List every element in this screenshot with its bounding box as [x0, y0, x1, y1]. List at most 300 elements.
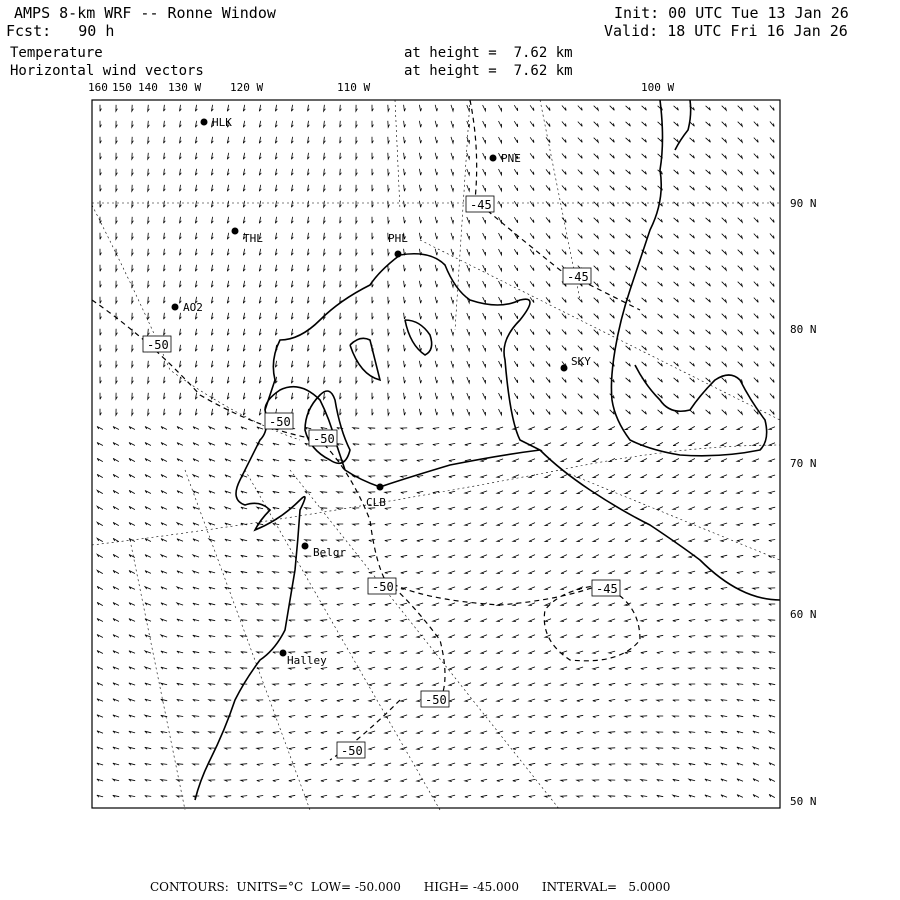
wind-vector	[481, 443, 487, 446]
wind-vector	[562, 346, 566, 351]
wind-vector	[259, 169, 261, 175]
wind-vector	[514, 345, 517, 351]
wind-vector	[721, 620, 727, 622]
wind-vector	[193, 619, 199, 621]
wind-vector	[211, 345, 213, 351]
init-time: Init: 00 UTC Tue 13 Jan 26	[614, 4, 849, 22]
wind-vector	[177, 427, 183, 430]
wind-vector	[674, 186, 679, 190]
wind-vector	[706, 346, 711, 350]
wind-vector	[593, 667, 599, 670]
wind-vector	[593, 475, 599, 478]
wind-vector	[132, 105, 134, 111]
wind-vector	[769, 636, 775, 638]
svg-text:Belgr: Belgr	[313, 546, 347, 559]
wind-vector	[705, 475, 711, 478]
wind-vector	[129, 443, 135, 446]
wind-vector	[673, 764, 679, 766]
wind-vector	[161, 523, 167, 526]
wind-vector	[499, 169, 502, 175]
wind-vector	[340, 201, 342, 207]
wind-vector	[97, 651, 103, 654]
wind-vector	[241, 507, 247, 509]
wind-vector	[530, 201, 534, 206]
wind-vector	[273, 572, 279, 574]
wind-vector	[435, 329, 437, 335]
wind-vector	[305, 779, 311, 781]
wind-vector	[625, 716, 631, 718]
wind-vector	[340, 313, 342, 319]
wind-vector	[529, 796, 535, 798]
wind-vector	[481, 795, 487, 797]
wind-vector	[467, 361, 470, 367]
wind-vector	[435, 345, 437, 351]
wind-vector	[499, 361, 502, 367]
wind-vector	[705, 731, 711, 733]
wind-vector	[257, 604, 263, 606]
wind-vector	[609, 635, 615, 638]
wind-vector	[514, 217, 517, 223]
wind-vector	[337, 763, 343, 766]
wind-vector	[753, 427, 759, 430]
wind-vector	[657, 716, 663, 717]
wind-vector	[657, 651, 663, 653]
wind-vector	[593, 619, 599, 622]
wind-vector	[211, 265, 213, 271]
wind-vector	[546, 233, 550, 238]
wind-vector	[321, 636, 327, 638]
wind-vector	[324, 361, 326, 367]
wind-vector	[658, 410, 663, 414]
wind-vector	[706, 362, 711, 366]
wind-vector	[626, 330, 631, 334]
svg-text:-50: -50	[269, 415, 291, 429]
wind-vector	[211, 393, 213, 399]
wind-vector	[97, 795, 103, 797]
wind-vector	[356, 121, 358, 127]
wind-vector	[177, 507, 183, 510]
wind-vector	[481, 763, 487, 766]
wind-vector	[100, 329, 101, 336]
wind-vector	[372, 153, 373, 159]
wind-vector	[129, 506, 135, 509]
wind-vector	[593, 539, 599, 542]
wind-vector	[529, 427, 535, 430]
wind-vector	[113, 795, 119, 797]
wind-vector	[451, 201, 454, 207]
latitude-labels	[790, 197, 817, 808]
wind-vector	[180, 249, 182, 255]
wind-vector	[145, 523, 151, 526]
wind-vector	[433, 731, 439, 734]
wind-vector	[546, 105, 550, 110]
wind-vector	[561, 427, 567, 430]
wind-vector	[369, 492, 375, 494]
wind-vector	[113, 603, 119, 606]
wind-vector	[337, 779, 343, 782]
height-label-1: at height = 7.62 km	[404, 45, 573, 61]
wind-vector	[324, 265, 326, 271]
wind-vector	[609, 716, 615, 718]
wind-vector	[291, 233, 293, 239]
wind-vector	[626, 410, 631, 414]
wind-vector	[610, 266, 615, 271]
wind-vector	[100, 137, 101, 144]
wind-vector	[497, 459, 503, 462]
wind-vector	[337, 795, 343, 798]
wind-vector	[209, 571, 215, 573]
wind-vector	[722, 122, 727, 127]
wind-vector	[113, 474, 119, 477]
wind-vector	[689, 732, 695, 734]
wind-vector	[753, 539, 759, 541]
wind-vector	[113, 490, 119, 493]
wind-vector	[195, 329, 197, 335]
station-ao2	[172, 301, 203, 314]
wind-vector	[435, 105, 437, 111]
wind-vector	[369, 715, 375, 718]
wind-vector	[257, 620, 263, 622]
wind-vector	[100, 297, 101, 304]
wind-vector	[417, 555, 423, 557]
wind-vector	[435, 217, 437, 223]
wind-vector	[625, 732, 631, 734]
wind-vector	[513, 619, 519, 622]
wind-vector	[195, 377, 197, 383]
wind-vector	[180, 329, 182, 335]
wind-vector	[722, 186, 727, 191]
wind-vector	[499, 105, 502, 111]
wind-vector	[769, 540, 775, 542]
wind-vector	[241, 491, 247, 493]
wind-vector	[148, 297, 150, 303]
wind-vector	[449, 635, 455, 638]
svg-text:CLB: CLB	[366, 496, 386, 509]
wind-vector	[353, 428, 359, 430]
wind-vector	[401, 667, 407, 670]
wind-vector	[467, 217, 470, 223]
wind-vector	[449, 555, 455, 558]
wind-vector	[690, 170, 695, 174]
wind-vector	[180, 217, 182, 223]
wind-vector	[754, 266, 758, 271]
wind-vector	[419, 297, 421, 303]
wind-vector	[673, 507, 679, 510]
wind-vector	[689, 636, 695, 638]
wind-vector	[641, 539, 647, 542]
wind-vector	[610, 282, 615, 287]
wind-vector	[674, 218, 679, 222]
wind-vector	[161, 459, 167, 462]
wind-vector	[753, 572, 759, 574]
lat-label-50: 50 N	[790, 795, 817, 808]
wind-vector	[273, 620, 279, 622]
wind-vector	[324, 121, 326, 127]
wind-vector	[164, 377, 166, 383]
wind-vector	[546, 249, 550, 254]
wind-vector	[499, 217, 502, 223]
wind-vector	[545, 763, 551, 765]
wind-vector	[467, 393, 470, 399]
wind-vector	[209, 603, 215, 605]
wind-vector	[673, 748, 679, 750]
forecast-hour: Fcst: 90 h	[6, 22, 115, 40]
wind-vector	[642, 138, 647, 142]
wind-vector	[625, 507, 631, 510]
wind-vector	[132, 169, 134, 175]
wind-vector	[275, 185, 277, 191]
wind-vector	[195, 281, 197, 287]
wind-vector	[401, 603, 407, 606]
wind-vector	[113, 635, 119, 638]
wind-vector	[738, 138, 743, 143]
wind-vector	[97, 443, 103, 446]
wind-vector	[721, 475, 727, 478]
wind-vector	[577, 427, 583, 430]
wind-vector	[530, 105, 534, 110]
wind-vector	[449, 491, 455, 493]
wind-vector	[642, 282, 647, 286]
wind-vector	[754, 250, 758, 255]
wind-vector	[435, 201, 437, 207]
wind-vector	[594, 362, 599, 367]
wind-vector	[129, 715, 135, 717]
wind-vector	[417, 460, 423, 462]
wind-vector	[562, 234, 566, 239]
wind-vector	[97, 619, 103, 622]
wind-vector	[145, 763, 151, 765]
wind-vector	[641, 684, 647, 686]
wind-vector	[116, 217, 118, 223]
wind-vector	[353, 779, 359, 782]
wind-vector	[499, 393, 502, 399]
wind-vector	[161, 571, 167, 574]
wind-vector	[372, 137, 373, 143]
wind-vector	[372, 313, 373, 319]
wind-vector	[529, 539, 535, 542]
wind-vector	[193, 523, 199, 525]
wind-vector	[625, 442, 631, 445]
wind-vector	[770, 154, 774, 159]
wind-vector	[754, 346, 758, 351]
wind-vector	[356, 201, 358, 207]
wind-vector	[467, 313, 470, 319]
wind-vector	[770, 362, 774, 367]
wind-vector	[514, 329, 517, 335]
wind-vector	[227, 169, 229, 175]
wind-vector	[161, 539, 167, 542]
lat-label-90: 90 N	[790, 197, 817, 210]
wind-vector	[657, 491, 663, 494]
wind-vector	[257, 796, 263, 798]
wind-vector	[770, 394, 774, 399]
svg-text:Halley: Halley	[287, 654, 327, 667]
wind-vector	[467, 345, 470, 351]
wind-vector	[148, 361, 150, 367]
wind-vector	[545, 667, 551, 670]
wind-vector	[164, 249, 166, 255]
wind-vector	[324, 377, 326, 383]
wind-vector	[594, 378, 599, 383]
wind-vector	[193, 603, 199, 605]
wind-vector	[340, 121, 342, 127]
wind-vector	[145, 539, 151, 542]
wind-vector	[449, 747, 455, 750]
wind-vector	[530, 217, 534, 222]
wind-vector	[545, 635, 551, 638]
wind-vector	[754, 362, 758, 367]
wind-vector	[116, 281, 118, 287]
wind-vector	[129, 731, 135, 733]
wind-vector	[385, 619, 391, 621]
wind-vector	[673, 523, 679, 526]
wind-vector	[289, 459, 295, 461]
wind-vector	[385, 715, 391, 718]
temperature-contours	[92, 100, 640, 760]
wind-vector	[321, 668, 327, 670]
wind-vector	[161, 796, 167, 798]
wind-vector	[193, 732, 199, 734]
wind-vector	[483, 281, 486, 287]
wind-vector	[289, 620, 295, 621]
wind-vector	[180, 121, 182, 127]
wind-vector	[673, 426, 679, 429]
wind-vector	[499, 313, 502, 319]
wind-vector	[433, 555, 439, 558]
wind-vector	[113, 715, 119, 717]
wind-vector	[770, 122, 774, 127]
wind-vector	[753, 683, 759, 685]
wind-vector	[545, 555, 551, 558]
wind-vector	[483, 185, 486, 191]
wind-vector	[546, 169, 550, 174]
wind-vector	[97, 763, 103, 765]
wind-vector	[610, 202, 615, 207]
wind-vector	[673, 700, 679, 701]
wind-vector	[113, 506, 119, 509]
wind-vector	[161, 555, 167, 558]
wind-vector	[642, 266, 647, 270]
wind-vector	[129, 795, 135, 797]
wind-vector	[257, 475, 263, 477]
wind-vector	[689, 795, 695, 797]
wind-vector	[770, 378, 774, 383]
wind-vector	[401, 747, 407, 750]
wind-vector	[305, 795, 311, 797]
wind-vector	[561, 459, 567, 462]
svg-text:-45: -45	[596, 582, 618, 596]
wind-vector	[546, 201, 550, 206]
wind-vector	[209, 716, 215, 718]
wind-vector	[753, 699, 759, 701]
wind-vector	[97, 779, 103, 781]
wind-vector	[689, 700, 695, 702]
wind-vector	[289, 732, 295, 734]
wind-vector	[257, 748, 263, 750]
wind-vector	[321, 508, 327, 510]
wind-vector	[340, 233, 342, 239]
wind-vector	[465, 747, 471, 750]
wind-vector	[449, 731, 455, 734]
wind-vector	[530, 329, 534, 334]
wind-vector	[404, 201, 406, 207]
wind-vector	[625, 555, 631, 558]
wind-vector	[145, 747, 151, 749]
wind-vector	[610, 234, 615, 239]
wind-vector	[401, 428, 407, 430]
wind-vector	[594, 298, 599, 303]
wind-vector	[674, 250, 679, 254]
wind-vector	[129, 523, 135, 526]
wind-vector	[561, 667, 567, 670]
wind-vector	[145, 715, 151, 717]
wind-vector	[97, 522, 103, 525]
wind-vector	[626, 378, 631, 382]
wind-vector	[388, 201, 390, 207]
wind-vector	[737, 539, 743, 541]
wind-vector	[321, 460, 327, 462]
wind-vector	[449, 683, 455, 686]
wind-vector	[514, 121, 517, 127]
wind-vector	[145, 667, 151, 669]
wind-vector	[291, 185, 293, 191]
wind-vector	[257, 588, 263, 590]
wind-vector	[259, 329, 261, 335]
wind-vector	[594, 138, 599, 143]
wind-vector	[609, 732, 615, 734]
wind-vector	[657, 523, 663, 526]
wind-vector	[578, 186, 582, 191]
station-clb	[366, 484, 386, 510]
wind-vector	[481, 555, 487, 558]
wind-vector	[642, 410, 647, 414]
wind-vector	[321, 747, 327, 749]
wind-vector	[369, 731, 375, 734]
wind-vector	[227, 361, 229, 367]
wind-vector	[642, 298, 647, 302]
wind-vector	[754, 378, 758, 383]
wind-vector	[372, 249, 373, 255]
wind-vector	[641, 619, 647, 622]
wind-vector	[609, 475, 615, 478]
wind-vector	[385, 635, 391, 638]
wind-vector	[369, 651, 375, 653]
wind-vector	[578, 330, 582, 335]
wind-vector	[609, 780, 615, 782]
wind-vector	[689, 459, 695, 462]
wind-vector	[273, 604, 279, 606]
wind-vector	[577, 635, 583, 638]
wind-vector	[625, 587, 631, 590]
wind-vector	[193, 780, 199, 782]
wind-vector	[225, 636, 231, 638]
wind-vector	[275, 137, 277, 143]
wind-vector	[545, 796, 551, 798]
wind-vector	[769, 427, 775, 430]
wind-vector	[321, 779, 327, 781]
wind-vector	[562, 186, 566, 191]
wind-vector	[419, 121, 421, 127]
wind-vector	[546, 313, 550, 318]
wind-vector	[195, 361, 197, 367]
wind-vector	[369, 460, 375, 461]
wind-vector	[385, 444, 391, 446]
wind-vector	[369, 619, 375, 621]
wind-vector	[753, 763, 759, 766]
wind-vector	[180, 393, 182, 399]
wind-vector	[209, 668, 215, 670]
field-name-wind: Horizontal wind vectors	[10, 63, 204, 79]
